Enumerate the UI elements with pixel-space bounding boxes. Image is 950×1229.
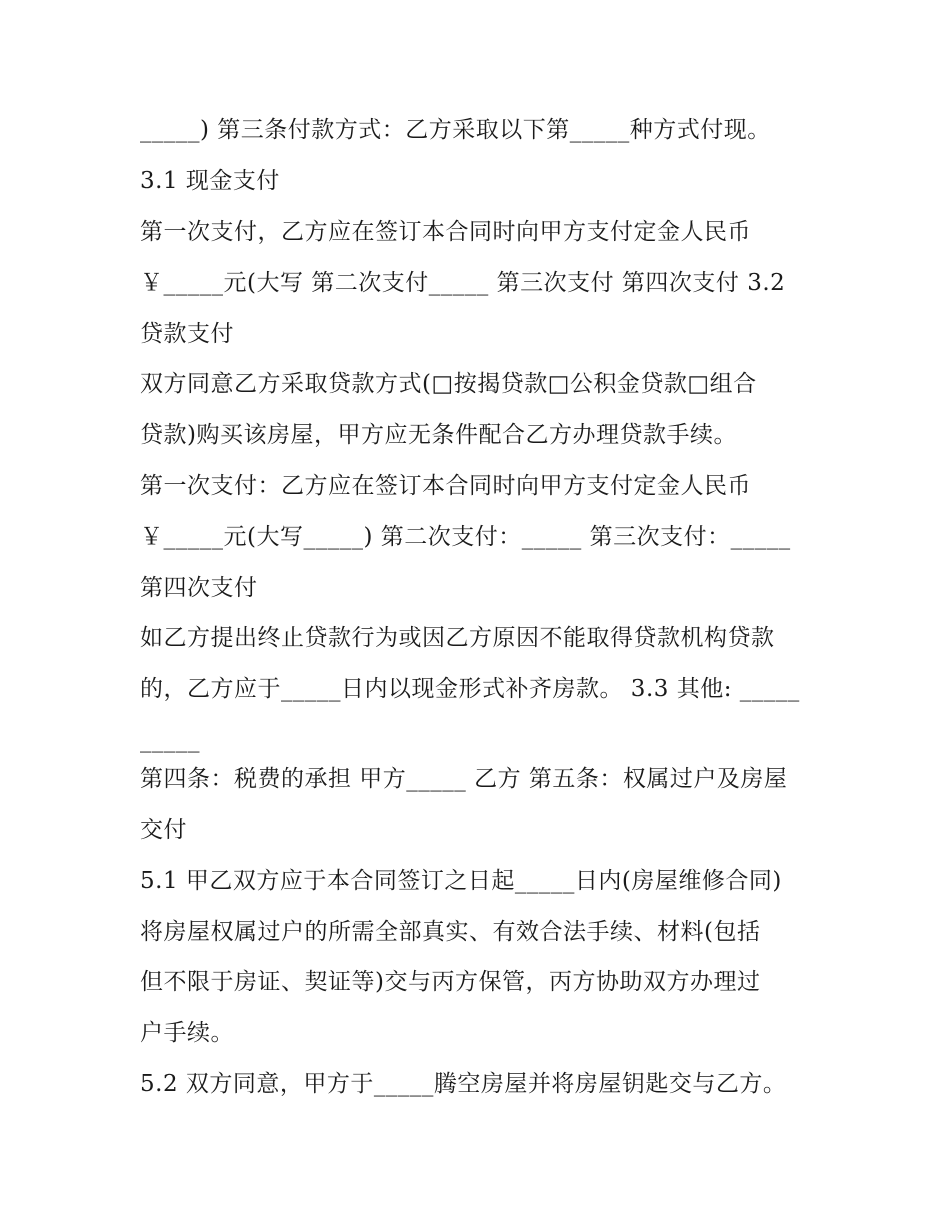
text-line: 如乙方提出终止贷款行为或因乙方原因不能取得贷款机构贷款: [140, 625, 775, 651]
text-line: ￥_____元(大写 第二次支付_____ 第三次支付 第四次支付 3.2: [140, 270, 786, 296]
text-line: _____: [140, 727, 200, 753]
text-line: 将房屋权属过户的所需全部真实、有效合法手续、材料(包括: [140, 919, 761, 945]
section-heading-5-2: 5.2 双方同意，甲方于_____腾空房屋并将房屋钥匙交与乙方。: [140, 1071, 787, 1097]
text-line: ￥_____元(大写_____) 第二次支付：_____ 第三次支付：_____: [140, 524, 791, 550]
section-heading-5-1: 5.1 甲乙双方应于本合同签订之日起_____日内(房屋维修合同): [140, 868, 782, 894]
text-line: _____) 第三条付款方式：乙方采取以下第_____种方式付现。: [140, 117, 771, 143]
text-line: 第四次支付: [140, 575, 258, 601]
section-heading-3-1: 3.1 现金支付: [140, 168, 280, 194]
text-line: 贷款支付: [140, 321, 234, 347]
text-line: 第一次支付：乙方应在签订本合同时向甲方支付定金人民币: [140, 473, 751, 499]
text-line: 贷款)购买该房屋，甲方应无条件配合乙方办理贷款手续。: [140, 422, 737, 448]
text-line: 双方同意乙方采取贷款方式(□按揭贷款□公积金贷款□组合: [140, 371, 757, 397]
text-line: 但不限于房证、契证等)交与丙方保管，丙方协助双方办理过: [140, 969, 761, 995]
text-line: 的，乙方应于_____日内以现金形式补齐房款。 3.3 其他: _____: [140, 676, 800, 702]
text-line: 户手续。: [140, 1020, 234, 1046]
text-line: 第一次支付，乙方应在签订本合同时向甲方支付定金人民币: [140, 219, 751, 245]
text-line: 第四条：税费的承担 甲方_____ 乙方 第五条：权属过户及房屋: [140, 766, 788, 792]
text-line: 交付: [140, 817, 187, 843]
